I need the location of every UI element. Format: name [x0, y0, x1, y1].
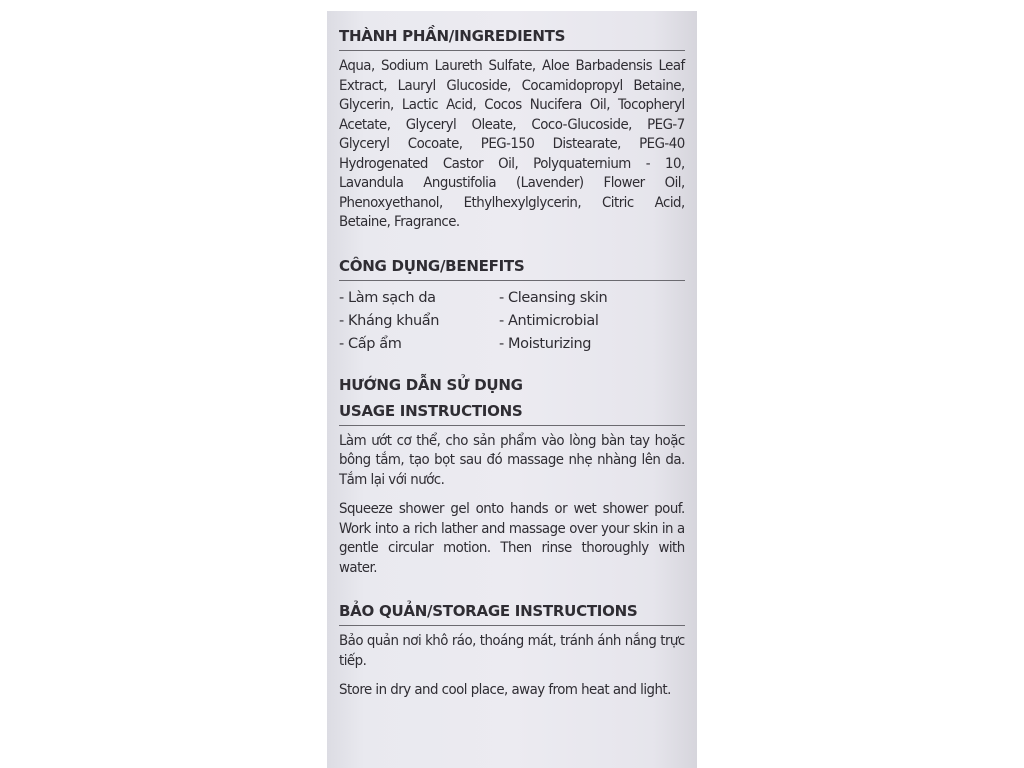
label-content: [339, 23, 685, 701]
benefit-vi-label: - Làm sạch da: [339, 289, 436, 306]
usage-heading-vi: HƯỚNG DẪN SỬ DỤNG: [339, 375, 523, 394]
storage-divider: [339, 625, 685, 626]
ingredients-heading: THÀNH PHẦN/INGREDIENTS: [339, 27, 566, 45]
product-label-panel: [327, 11, 697, 768]
storage-text-en: Store in dry and cool place, away from heat and light.: [339, 682, 671, 698]
benefit-en-label: - Antimicrobial: [499, 312, 599, 329]
usage-heading-en: USAGE INSTRUCTIONS: [339, 401, 523, 420]
benefits-divider: [339, 280, 685, 281]
ingredients-text: Aqua, Sodium Laureth Sulfate, Aloe Barbadensis Leaf Extract, Lauryl Glucoside, Cocamidopropyl Betaine, Glycerin, Lactic Acid, Cocos Nucifera Oil, Tocopheryl Acetate, Glyceryl Oleate, Coco-Glucoside, PEG-7 Glyceryl Cocoate, PEG-150 Distearate, PEG-40 Hydrogenated Castor Oil, Polyquaternium - 10, Lavandula Angustifolia (Lavender) Flower Oil, Phenoxyethanol, Ethylhexylglycerin, Citric Acid, Betaine, Fragrance.: [339, 58, 685, 230]
benefit-en-label: - Cleansing skin: [499, 289, 608, 306]
usage-text-vi: Làm ướt cơ thể, cho sản phẩm vào lòng bàn tay hoặc bông tắm, tạo bọt sau đó massage nhẹ nhàng lên da. Tắm lại với nước.: [339, 432, 685, 488]
ingredients-divider: [339, 50, 685, 51]
benefit-item: [339, 287, 685, 310]
usage-divider: [339, 425, 685, 426]
usage-heading-block: [339, 372, 685, 424]
storage-text-vi: Bảo quản nơi khô ráo, thoáng mát, tránh ánh nắng trực tiếp.: [339, 633, 685, 669]
benefit-vi-label: - Cấp ẩm: [339, 335, 402, 352]
benefit-en-label: - Moisturizing: [499, 335, 592, 352]
benefit-vi-label: - Kháng khuẩn: [339, 312, 440, 329]
benefit-item: [339, 333, 685, 356]
benefits-list: [339, 287, 685, 356]
usage-text-en: Squeeze shower gel onto hands or wet shower pouf. Work into a rich lather and massage over your skin in a gentle circular motion. Then rinse thoroughly with water.: [339, 501, 685, 576]
benefit-item: [339, 310, 685, 333]
benefits-heading: CÔNG DỤNG/BENEFITS: [339, 256, 525, 275]
storage-heading: BẢO QUẢN/STORAGE INSTRUCTIONS: [339, 602, 638, 620]
